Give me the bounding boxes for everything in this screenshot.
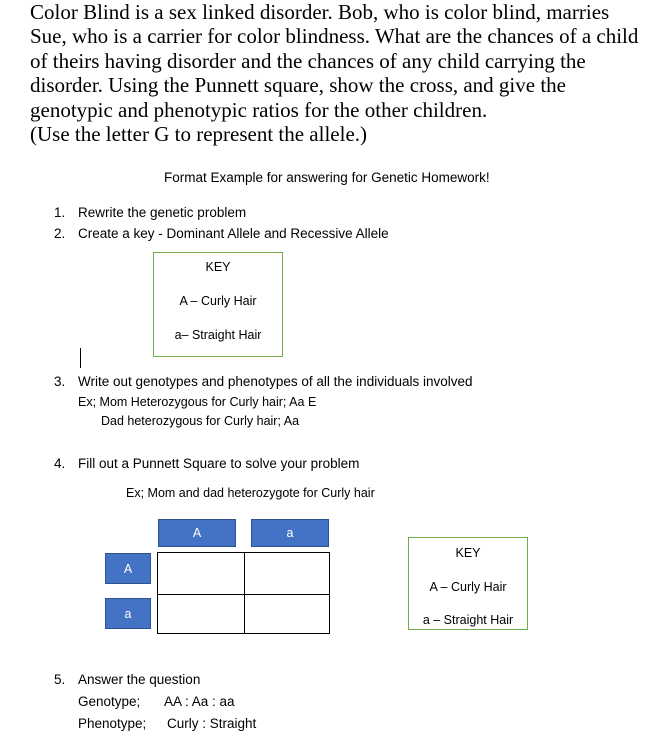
punnett-cell (157, 552, 245, 595)
step-2-number: 2. (54, 226, 66, 241)
punnett-top-allele: a (251, 519, 329, 547)
punnett-cell (244, 594, 330, 634)
key-recessive: a – Straight Hair (422, 613, 514, 627)
step-3-example-dad: Dad heterozygous for Curly hair; Aa (101, 414, 300, 428)
key-title: KEY (205, 260, 231, 274)
step-2-text: Create a key - Dominant Allele and Recessive Allele (78, 226, 389, 241)
punnett-top-allele: A (158, 519, 236, 547)
step-3-number: 3. (54, 374, 66, 389)
key-dominant: A – Curly Hair (429, 580, 507, 594)
punnett-left-allele: a (105, 598, 151, 629)
format-title: Format Example for answering for Genetic Homework! (164, 170, 490, 185)
punnett-cell (244, 552, 330, 595)
step-4-example: Ex; Mom and dad heterozygote for Curly hair (126, 486, 375, 500)
problem-line: genotypic and phenotypic ratios for the other children. (30, 97, 488, 122)
punnett-left-allele: A (105, 553, 151, 584)
phenotype-label: Phenotype; (78, 716, 147, 731)
genotype-label: Genotype; (78, 694, 141, 709)
step-1-text: Rewrite the genetic problem (78, 205, 247, 220)
key-box (153, 252, 283, 357)
step-5-number: 5. (54, 672, 66, 687)
text-cursor (80, 348, 81, 368)
problem-line: (Use the letter G to represent the allele.) (30, 122, 368, 147)
problem-line: disorder. Using the Punnett square, show the cross, and give the (30, 73, 566, 98)
step-4-text: Fill out a Punnett Square to solve your problem (78, 456, 360, 471)
step-3-text: Write out genotypes and phenotypes of all the individuals involved (78, 374, 473, 389)
key-recessive: a– Straight Hair (174, 328, 262, 342)
key-dominant: A – Curly Hair (179, 294, 257, 308)
phenotype-ratio: Curly : Straight (167, 716, 257, 731)
step-4-number: 4. (54, 456, 66, 471)
problem-line: Sue, who is a carrier for color blindness. What are the chances of a child (30, 24, 639, 49)
key-box (408, 537, 528, 630)
step-3-example-mom: Ex; Mom Heterozygous for Curly hair; Aa E (78, 395, 317, 409)
step-5-text: Answer the question (78, 672, 201, 687)
problem-line: Color Blind is a sex linked disorder. Bob, who is color blind, marries (30, 0, 610, 24)
genotype-ratio: AA : Aa : aa (164, 694, 235, 709)
punnett-cell (157, 594, 245, 634)
problem-line: of theirs having disorder and the chances of any child carrying the (30, 48, 586, 73)
problem-statement (30, 0, 660, 146)
step-1-number: 1. (54, 205, 66, 220)
key-title: KEY (455, 546, 481, 560)
